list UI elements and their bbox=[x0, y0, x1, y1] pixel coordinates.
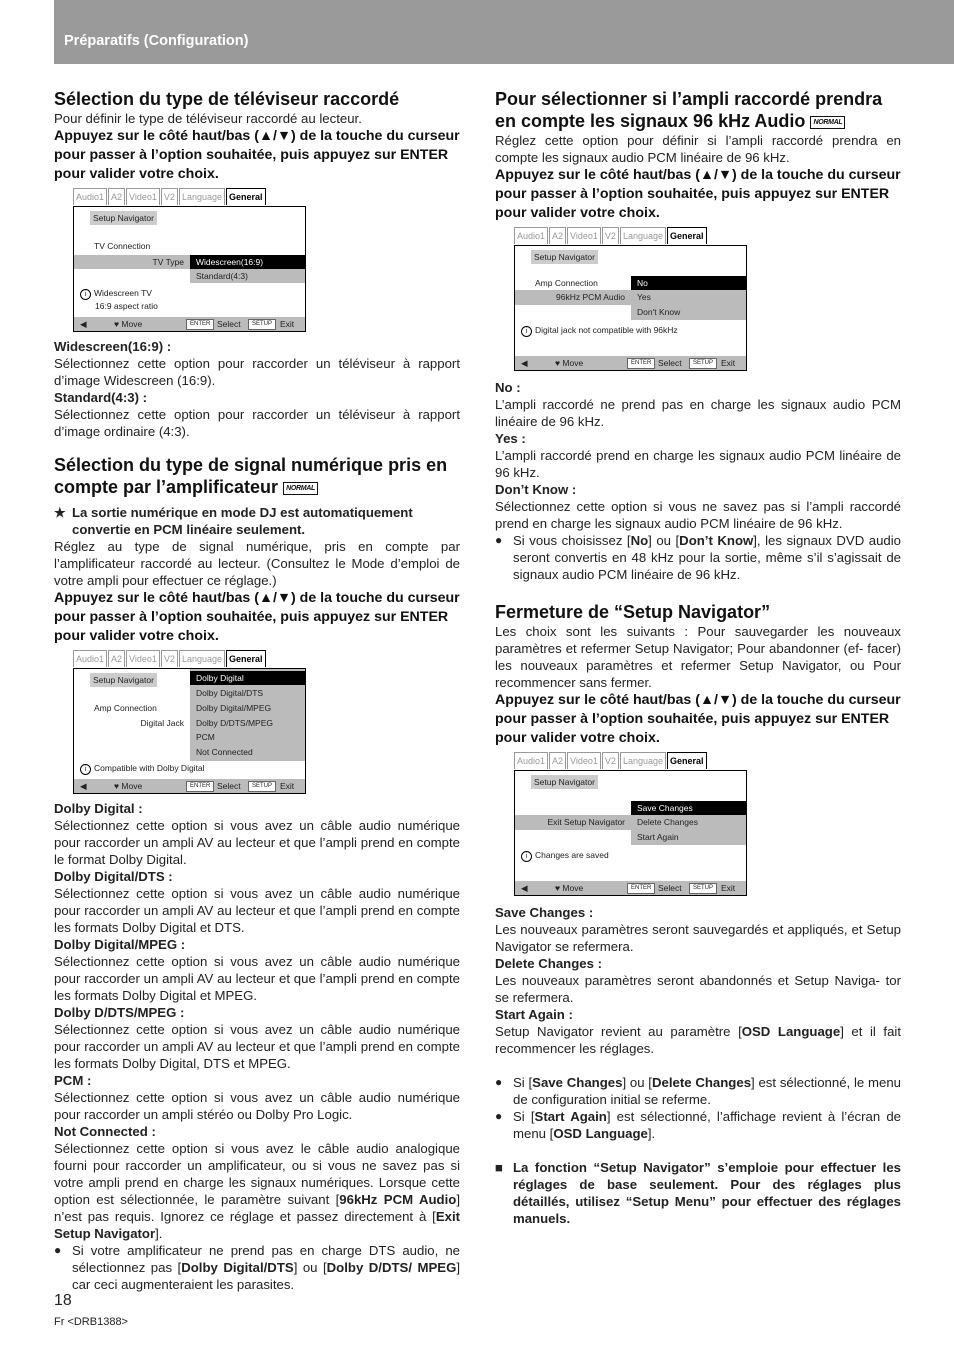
tab-general[interactable]: General bbox=[667, 752, 707, 769]
enter-key: ENTER bbox=[627, 883, 655, 894]
info-area: i Widescreen TV 16:9 aspect ratio bbox=[80, 287, 158, 312]
screen-footer bbox=[74, 779, 305, 793]
option-pcm[interactable]: PCM bbox=[196, 732, 215, 742]
def-text: Les nouveaux paramètres seront sauvegardés et appliqués, et Setup Navigator se refermera. bbox=[495, 922, 901, 954]
def-text: Sélectionnez cette option si vous avez un câble audio numérique pour raccorder un ampli AV au lecteur et que l’ampli prend en compte les formats Dolby Digital et DTS. bbox=[54, 886, 460, 935]
khz-intro: Réglez cette option pour définir si l’ampli raccordé prendra en compte les signaux audio PCM linéaire de 96 kHz. bbox=[495, 133, 901, 165]
option-dolby-digital-mpeg[interactable]: Dolby Digital/MPEG bbox=[196, 703, 272, 713]
khz-section-title: Pour sélectionner si l’ampli raccordé prendra en compte les signaux 96 kHz Audio NORMAL bbox=[495, 89, 883, 131]
normal-badge-icon: NORMAL bbox=[810, 116, 845, 129]
def-term: Dolby D/DTS/MPEG : bbox=[54, 1005, 185, 1020]
def-text: Sélectionnez cette option si vous ne savez pas si l’ampli raccordé prend en charge les signaux audio PCM linéaire de 96 kHz. bbox=[495, 499, 901, 531]
def-term: Yes : bbox=[495, 431, 526, 446]
info-icon: i bbox=[521, 326, 532, 337]
move-hint: ♥ Move bbox=[555, 883, 584, 893]
setup-key: SETUP bbox=[689, 358, 717, 369]
option-dolby-d-dts-mpeg[interactable]: Dolby D/DTS/MPEG bbox=[196, 718, 273, 728]
exit-hint: Exit bbox=[280, 781, 295, 791]
tab-a2[interactable]: A2 bbox=[108, 650, 125, 667]
move-hint: ♥ Move bbox=[114, 781, 143, 791]
bullet-note: ● Si [Save Changes] ou [Delete Changes] est sélectionné, le menu de configuration initial se referme. bbox=[495, 1074, 901, 1108]
tab-audio1[interactable]: Audio1 bbox=[514, 227, 548, 244]
def-term: Standard(4:3) : bbox=[54, 390, 148, 405]
tv-section-title: Sélection du type de téléviseur raccordé bbox=[54, 89, 400, 109]
exit-hint: Exit bbox=[280, 319, 295, 329]
def-term: Don’t Know : bbox=[495, 482, 577, 497]
move-hint: ♥ Move bbox=[555, 358, 584, 368]
left-arrow-icon: ◀ bbox=[80, 319, 87, 329]
close-instruction: Appuyez sur le côté haut/bas (▲/▼) de la touche du curseur pour passer à l’option souhaitée, puis appuyez sur ENTER pour valider votre choix. bbox=[495, 692, 901, 746]
setup-navigator-label: Setup Navigator bbox=[90, 673, 157, 687]
def-term: Delete Changes : bbox=[495, 956, 602, 971]
select-hint: Select bbox=[658, 358, 682, 368]
khz-screen bbox=[514, 227, 747, 371]
screen-footer bbox=[515, 356, 746, 370]
option-save-changes[interactable]: Save Changes bbox=[631, 801, 746, 815]
screen-tabs bbox=[514, 227, 708, 245]
page-number: 18 bbox=[54, 1292, 72, 1309]
def-text: L’ampli raccordé prend en charge les signaux audio PCM linéaire de 96 kHz. bbox=[495, 448, 901, 480]
tab-audio1[interactable]: Audio1 bbox=[514, 752, 548, 769]
tab-v2[interactable]: V2 bbox=[161, 650, 178, 667]
setup-key: SETUP bbox=[248, 319, 276, 330]
option-delete-changes[interactable]: Delete Changes bbox=[637, 817, 698, 827]
close-section-title: Fermeture de “Setup Navigator” bbox=[495, 602, 771, 622]
tv-screen bbox=[73, 188, 306, 332]
screen-panel bbox=[514, 770, 747, 896]
tab-v2[interactable]: V2 bbox=[602, 227, 619, 244]
info-area: i Compatible with Dolby Digital bbox=[80, 762, 205, 775]
bullet-note: ● Si [Start Again] est sélectionné, l’affichage revient à l’écran de menu [OSD Language]. bbox=[495, 1108, 901, 1142]
def-term: PCM : bbox=[54, 1073, 92, 1088]
normal-badge-icon: NORMAL bbox=[283, 482, 318, 495]
khz-instruction: Appuyez sur le côté haut/bas (▲/▼) de la touche du curseur pour passer à l’option souhaitée, puis appuyez sur ENTER pour valider votre choix. bbox=[495, 167, 901, 221]
def-text: Sélectionnez cette option si vous avez un câble audio numérique pour raccorder un ampli AV au lecteur et que l’ampli prend en compte les formats Dolby Digital et MPEG. bbox=[54, 954, 460, 1003]
option-yes[interactable]: Yes bbox=[637, 292, 651, 302]
info-icon: i bbox=[521, 851, 532, 862]
tab-language[interactable]: Language bbox=[179, 650, 225, 667]
def-term: Dolby Digital/MPEG : bbox=[54, 937, 186, 952]
exit-hint: Exit bbox=[721, 883, 736, 893]
group-label: TV Connection bbox=[94, 241, 151, 251]
tab-general[interactable]: General bbox=[226, 650, 266, 667]
option-start-again[interactable]: Start Again bbox=[637, 832, 679, 842]
close-screen bbox=[514, 752, 747, 896]
left-arrow-icon: ◀ bbox=[521, 883, 528, 893]
group-label: Amp Connection bbox=[94, 703, 157, 713]
right-column bbox=[495, 88, 901, 1227]
row-label: Digital Jack bbox=[140, 718, 184, 728]
screen-tabs bbox=[73, 188, 267, 206]
def-term: Dolby Digital/DTS : bbox=[54, 869, 173, 884]
select-hint: Select bbox=[658, 883, 682, 893]
digital-intro: Réglez au type de signal numérique, pris en compte par l’amplificateur raccordé au lecteur. (Consultez le Mode d’emploi de votre ampli pour effectuer ce réglage.) bbox=[54, 539, 460, 588]
tab-video1[interactable]: Video1 bbox=[126, 188, 160, 205]
tab-a2[interactable]: A2 bbox=[108, 188, 125, 205]
left-arrow-icon: ◀ bbox=[521, 358, 528, 368]
select-hint: Select bbox=[217, 319, 241, 329]
def-text: Sélectionnez cette option pour raccorder un téléviseur à rapport d’image Widescreen (16:9). bbox=[54, 356, 460, 388]
def-term: No : bbox=[495, 380, 521, 395]
setup-navigator-label: Setup Navigator bbox=[531, 775, 598, 789]
left-column bbox=[54, 88, 460, 1293]
tab-audio1[interactable]: Audio1 bbox=[73, 650, 107, 667]
tab-general[interactable]: General bbox=[226, 188, 266, 205]
tab-a2[interactable]: A2 bbox=[549, 752, 566, 769]
enter-key: ENTER bbox=[186, 319, 214, 330]
row-label: TV Type bbox=[152, 257, 184, 267]
info-icon: i bbox=[80, 289, 91, 300]
page-code: Fr <DRB1388> bbox=[54, 1316, 128, 1328]
tab-language[interactable]: Language bbox=[620, 227, 666, 244]
option-dolby-digital-dts[interactable]: Dolby Digital/DTS bbox=[196, 688, 264, 698]
option-dont-know[interactable]: Don't Know bbox=[637, 307, 681, 317]
section-title: Préparatifs (Configuration) bbox=[64, 33, 249, 49]
tab-video1[interactable]: Video1 bbox=[567, 227, 601, 244]
enter-key: ENTER bbox=[627, 358, 655, 369]
setup-key: SETUP bbox=[689, 883, 717, 894]
def-text: Sélectionnez cette option si vous avez un câble audio numérique pour raccorder un ampli stéréo ou Dolby Pro Logic. bbox=[54, 1090, 460, 1122]
digital-screen bbox=[73, 650, 306, 794]
digital-section-title: Sélection du type de signal numérique pris en compte par l’amplificateur NORMAL bbox=[54, 455, 448, 497]
screen-footer bbox=[515, 881, 746, 895]
option-dolby-digital[interactable]: Dolby Digital bbox=[190, 671, 305, 685]
bullet-note: ● Si votre amplificateur ne prend pas en charge DTS audio, ne sélectionnez pas [Dolby Digital/DTS] ou [Dolby D/DTS/ MPEG] car ceci augmenteraient les parasites. bbox=[54, 1242, 460, 1293]
screen-footer bbox=[74, 317, 305, 331]
close-intro: Les choix sont les suivants : Pour sauvegarder les nouveaux paramètres et refermer Setup Navigator; Pour abandonner (ef- facer) les nouveaux paramètres et refermer Setup Navigator, ou Pour recommencer sans fermer. bbox=[495, 624, 901, 690]
info-area: i Digital jack not compatible with 96kHz bbox=[521, 324, 678, 337]
screen-panel bbox=[514, 245, 747, 371]
option-standard[interactable]: Standard(4:3) bbox=[196, 271, 248, 281]
def-text: Sélectionnez cette option si vous avez un câble audio numérique pour raccorder un ampli AV au lecteur et que l’ampli prend en compte le format Dolby Digital. bbox=[54, 818, 460, 867]
tv-instruction: Appuyez sur le côté haut/bas (▲/▼) de la touche du curseur pour passer à l’option souhaitée, puis appuyez sur ENTER pour valider votre choix. bbox=[54, 128, 460, 182]
select-hint: Select bbox=[217, 781, 241, 791]
row-label: Exit Setup Navigator bbox=[547, 817, 625, 827]
screen-panel bbox=[73, 668, 306, 794]
screen-tabs bbox=[73, 650, 267, 668]
left-arrow-icon: ◀ bbox=[80, 781, 87, 791]
tab-language[interactable]: Language bbox=[179, 188, 225, 205]
option-no[interactable]: No bbox=[631, 276, 746, 290]
exit-hint: Exit bbox=[721, 358, 736, 368]
def-text: Sélectionnez cette option si vous avez un câble audio numérique pour raccorder un ampli AV au lecteur et que l’ampli prend en compte les formats Dolby Digital, DTS et MPEG. bbox=[54, 1022, 460, 1071]
tab-v2[interactable]: V2 bbox=[602, 752, 619, 769]
tab-language[interactable]: Language bbox=[620, 752, 666, 769]
bullet-note: ● Si vous choisissez [No] ou [Don’t Know], les signaux DVD audio seront convertis en 48 kHz pour la sortie, même s’il s’agissait de signaux audio PCM linéaire de 96 kHz. bbox=[495, 532, 901, 583]
def-text: Les nouveaux paramètres seront abandonnés et Setup Naviga- tor se refermera. bbox=[495, 973, 901, 1005]
square-note: ■ La fonction “Setup Navigator” s’emploie pour effectuer les réglages de base seulement. Pour des réglages plus détaillés, utilisez “Setup Menu” pour effectuer des réglages manuels. bbox=[495, 1159, 901, 1227]
def-text: L’ampli raccordé ne prend pas en charge les signaux audio PCM linéaire de 96 kHz. bbox=[495, 397, 901, 429]
setup-navigator-label: Setup Navigator bbox=[90, 211, 157, 225]
def-term: Start Again : bbox=[495, 1007, 573, 1022]
info-area: i Changes are saved bbox=[521, 849, 609, 862]
group-label: Amp Connection bbox=[535, 278, 598, 288]
tab-audio1[interactable]: Audio1 bbox=[73, 188, 107, 205]
screen-panel bbox=[73, 206, 306, 332]
star-note: ★ La sortie numérique en mode DJ est automatiquement convertie en PCM linéaire seulement. bbox=[54, 504, 460, 538]
option-widescreen[interactable]: Widescreen(16:9) bbox=[190, 255, 305, 269]
tab-general[interactable]: General bbox=[667, 227, 707, 244]
def-term: Dolby Digital : bbox=[54, 801, 143, 816]
info-icon: i bbox=[80, 764, 91, 775]
move-hint: ♥ Move bbox=[114, 319, 143, 329]
page-header bbox=[54, 0, 954, 64]
setup-key: SETUP bbox=[248, 781, 276, 792]
tab-video1[interactable]: Video1 bbox=[126, 650, 160, 667]
def-term: Save Changes : bbox=[495, 905, 594, 920]
def-text: Setup Navigator revient au paramètre [OSD Language] et il fait recommencer les réglages. bbox=[495, 1024, 901, 1056]
tab-a2[interactable]: A2 bbox=[549, 227, 566, 244]
def-text: Sélectionnez cette option si vous avez le câble audio analogique fourni pour raccorder un amplificateur, ou si vous ne savez pas si votre ampli prend en charge les signaux numériques. Lorsque cette option est sélectionnée, le paramètre suivant [96kHz PCM Audio] n’est pas requis. Ignorez ce réglage et passez directement à [Exit Setup Navigator]. bbox=[54, 1141, 460, 1241]
def-text: Sélectionnez cette option pour raccorder un téléviseur à rapport d’image ordinaire (4:3). bbox=[54, 407, 460, 439]
def-term: Widescreen(16:9) : bbox=[54, 339, 172, 354]
screen-tabs bbox=[514, 752, 708, 770]
tab-v2[interactable]: V2 bbox=[161, 188, 178, 205]
row-label: 96kHz PCM Audio bbox=[556, 292, 625, 302]
def-term: Not Connected : bbox=[54, 1124, 156, 1139]
enter-key: ENTER bbox=[186, 781, 214, 792]
setup-navigator-label: Setup Navigator bbox=[531, 250, 598, 264]
digital-instruction: Appuyez sur le côté haut/bas (▲/▼) de la touche du curseur pour passer à l’option souhaitée, puis appuyez sur ENTER pour valider votre choix. bbox=[54, 590, 460, 644]
option-not-connected[interactable]: Not Connected bbox=[196, 747, 253, 757]
tab-video1[interactable]: Video1 bbox=[567, 752, 601, 769]
tv-intro: Pour définir le type de téléviseur raccordé au lecteur. bbox=[54, 111, 362, 126]
